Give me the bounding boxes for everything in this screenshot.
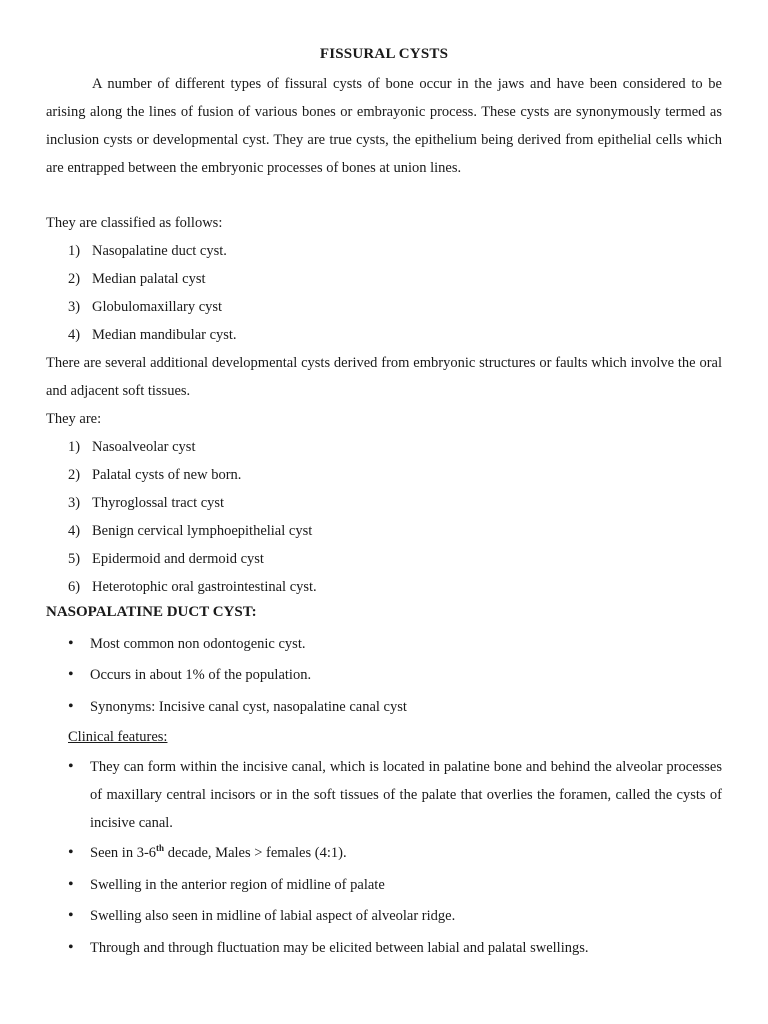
- bullet-text: Swelling also seen in midline of labial aspect of alveolar ridge.: [90, 908, 456, 924]
- list-text: Heterotophic oral gastrointestinal cyst.: [92, 579, 317, 595]
- bullet-icon: [68, 839, 90, 867]
- bullet-icon: [68, 630, 90, 658]
- list-item: [68, 297, 222, 317]
- classified-intro: They are classified as follows:: [46, 215, 223, 231]
- bullet-item: [68, 661, 722, 689]
- list-number: 2): [68, 467, 81, 483]
- list-item: [68, 465, 241, 485]
- bullet-item: [68, 630, 722, 658]
- list-item: [68, 521, 312, 541]
- list-item: [68, 549, 264, 569]
- bullet-text: Through and through fluctuation may be elicited between labial and palatal swellings.: [90, 940, 589, 956]
- intro-text: A number of different types of fissural cysts of bone occur in the jaws and have been considered to be arising along the lines of fusion of various bones or embrayonic process. These cysts are synonymously termed as inclusion cysts or developmental cyst. They are true cysts, the epithelium being derived from epithelial cells which are entrapped between the embryonic processes of bones at union lines.: [46, 76, 722, 176]
- list-text: Epidermoid and dermoid cyst: [92, 551, 264, 567]
- page-title: FISSURAL CYSTS: [319, 46, 449, 62]
- list-item: [68, 241, 227, 261]
- list-number: 3): [68, 299, 81, 315]
- list-text: Benign cervical lymphoepithelial cyst: [92, 523, 313, 539]
- section-heading: NASOPALATINE DUCT CYST:: [46, 604, 257, 620]
- bullet-text: Occurs in about 1% of the population.: [90, 667, 312, 683]
- list-text: Globulomaxillary cyst: [92, 299, 223, 315]
- bullet-item: [68, 693, 722, 721]
- list-number: 1): [68, 243, 81, 259]
- bullet-item: [68, 902, 722, 930]
- bullet-icon: [68, 661, 90, 689]
- list-number: 2): [68, 271, 81, 287]
- list-text: Median palatal cyst: [92, 271, 206, 287]
- bullet-icon: [68, 753, 90, 781]
- bullet-item: [68, 839, 722, 867]
- list-item: [68, 325, 237, 345]
- clinical-features-label: Clinical features:: [68, 729, 168, 745]
- bullet-icon: [68, 871, 90, 899]
- list-item: [68, 493, 224, 513]
- they-are-label: They are:: [46, 411, 102, 427]
- list-number: 6): [68, 579, 81, 595]
- list-text: Nasopalatine duct cyst.: [92, 243, 227, 259]
- list-text: Palatal cysts of new born.: [92, 467, 242, 483]
- list-number: 3): [68, 495, 81, 511]
- list-item: [68, 577, 317, 597]
- bullet-text: They can form within the incisive canal, which is located in palatine bone and behind the alveolar processes of maxillary central incisors or in the soft tissues of the palate that overlies the foramen, called the cysts of incisive canal.: [90, 759, 722, 831]
- ordinal-superscript: th: [156, 843, 165, 854]
- bullet-icon: [68, 693, 90, 721]
- bullet-item: [68, 753, 722, 837]
- list-number: 1): [68, 439, 81, 455]
- bullet-text: Seen in 3-6th decade, Males > females (4:1).: [90, 843, 347, 861]
- list-number: 4): [68, 523, 81, 539]
- bullet-item: [68, 871, 722, 899]
- bullet-icon: [68, 934, 90, 962]
- additional-paragraph: There are several additional developmental cysts derived from embryonic structures or faults which involve the oral and adjacent soft tissues.: [46, 355, 722, 399]
- list-item: [68, 269, 206, 289]
- bullet-text: Synonyms: Incisive canal cyst, nasopalatine canal cyst: [90, 699, 407, 715]
- bullet-text: Most common non odontogenic cyst.: [90, 636, 306, 652]
- list-text: Nasoalveolar cyst: [92, 439, 196, 455]
- list-item: [68, 437, 195, 457]
- bullet-icon: [68, 902, 90, 930]
- bullet-item: [68, 934, 722, 962]
- list-text: Thyroglossal tract cyst: [92, 495, 225, 511]
- bullet-text: Swelling in the anterior region of midline of palate: [90, 877, 385, 893]
- list-number: 5): [68, 551, 81, 567]
- list-number: 4): [68, 327, 81, 343]
- list-text: Median mandibular cyst.: [92, 327, 237, 343]
- intro-paragraph: [46, 70, 722, 182]
